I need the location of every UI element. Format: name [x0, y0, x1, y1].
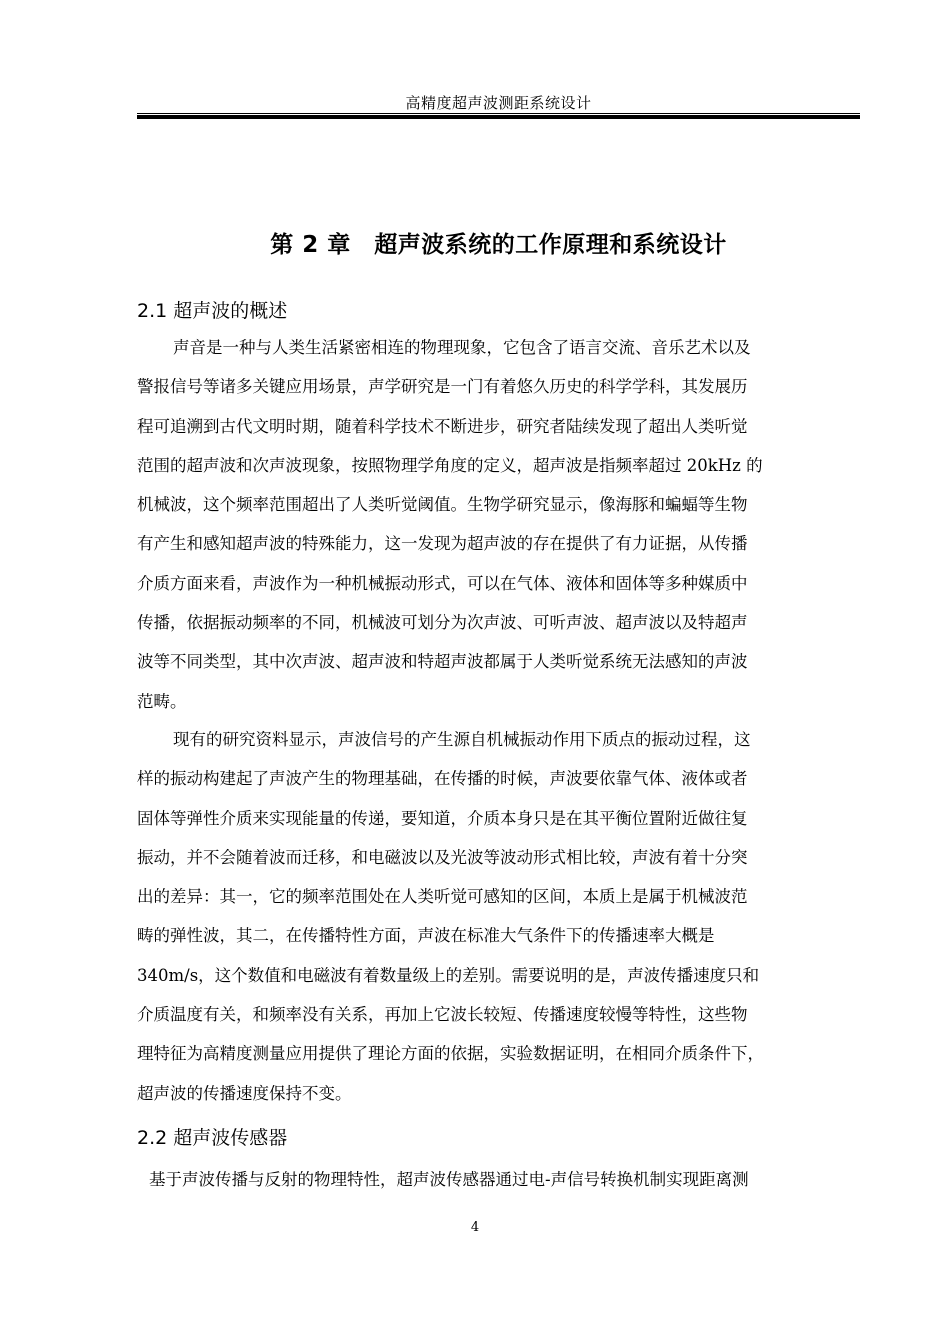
paragraph-line: 警报信号等诸多关键应用场景，声学研究是一门有着悠久历史的科学学科，其发展历: [137, 377, 748, 397]
paragraph-line: 机械波，这个频率范围超出了人类听觉阈值。生物学研究显示，像海豚和蝙蝠等生物: [137, 495, 748, 515]
header-rule-thin: [137, 113, 860, 114]
paragraph-line: 理特征为高精度测量应用提供了理论方面的依据，实验数据证明，在相同介质条件下，: [137, 1044, 764, 1064]
header-rule-thick: [137, 115, 860, 119]
running-header: 高精度超声波测距系统设计: [405, 94, 592, 112]
paragraph-line: 出的差异：其一，它的频率范围处在人类听觉可感知的区间，本质上是属于机械波范: [137, 887, 748, 907]
section-2-1-paragraph-1: [137, 328, 860, 721]
paragraph-line: 基于声波传播与反射的物理特性，超声波传感器通过电-声信号转换机制实现距离测: [149, 1170, 749, 1189]
page-number: 4: [470, 1220, 480, 1235]
paragraph-line: 范畴。: [137, 691, 187, 711]
paragraph-line: 范围的超声波和次声波现象，按照物理学角度的定义，超声波是指频率超过 20kHz 的: [137, 455, 763, 475]
paragraph-line: 传播，依据振动频率的不同，机械波可划分为次声波、可听声波、超声波以及特超声: [137, 613, 748, 633]
section-2-2-paragraph-1: [137, 1160, 860, 1199]
paragraph-line: 固体等弹性介质来实现能量的传递，要知道，介质本身只是在其平衡位置附近做往复: [137, 808, 748, 828]
paragraph-line: 声音是一种与人类生活紧密相连的物理现象，它包含了语言交流、音乐艺术以及: [173, 338, 751, 357]
section-heading-2-1: 2.1 超声波的概述: [137, 300, 288, 322]
paragraph-line: 介质温度有关，和频率没有关系，再加上它波长较短、传播速度较慢等特性，这些物: [137, 1005, 748, 1025]
paragraph-line: 程可追溯到古代文明时期，随着科学技术不断进步，研究者陆续发现了超出人类听觉: [137, 416, 748, 436]
paragraph-line: 样的振动构建起了声波产生的物理基础，在传播的时候，声波要依靠气体、液体或者: [137, 769, 748, 789]
paragraph-line: 波等不同类型，其中次声波、超声波和特超声波都属于人类听觉系统无法感知的声波: [137, 652, 748, 672]
paragraph-line: 340m/s，这个数值和电磁波有着数量级上的差别。需要说明的是，声波传播速度只和: [137, 965, 760, 985]
paragraph-line: 振动，并不会随着波而迁移，和电磁波以及光波等波动形式相比较，声波有着十分突: [137, 847, 748, 867]
section-heading-2-2: 2.2 超声波传感器: [137, 1127, 288, 1149]
paragraph-line: 现有的研究资料显示，声波信号的产生源自机械振动作用下质点的振动过程，这: [173, 730, 751, 749]
paragraph-line: 畴的弹性波，其二，在传播特性方面，声波在标准大气条件下的传播速率大概是: [137, 926, 715, 946]
paragraph-line: 超声波的传播速度保持不变。: [137, 1083, 352, 1103]
section-2-1-paragraph-2: [137, 720, 860, 1113]
paragraph-line: 有产生和感知超声波的特殊能力，这一发现为超声波的存在提供了有力证据，从传播: [137, 534, 748, 554]
chapter-title: 第 2 章 超声波系统的工作原理和系统设计: [270, 232, 727, 258]
paragraph-line: 介质方面来看，声波作为一种机械振动形式，可以在气体、液体和固体等多种媒质中: [137, 573, 748, 593]
